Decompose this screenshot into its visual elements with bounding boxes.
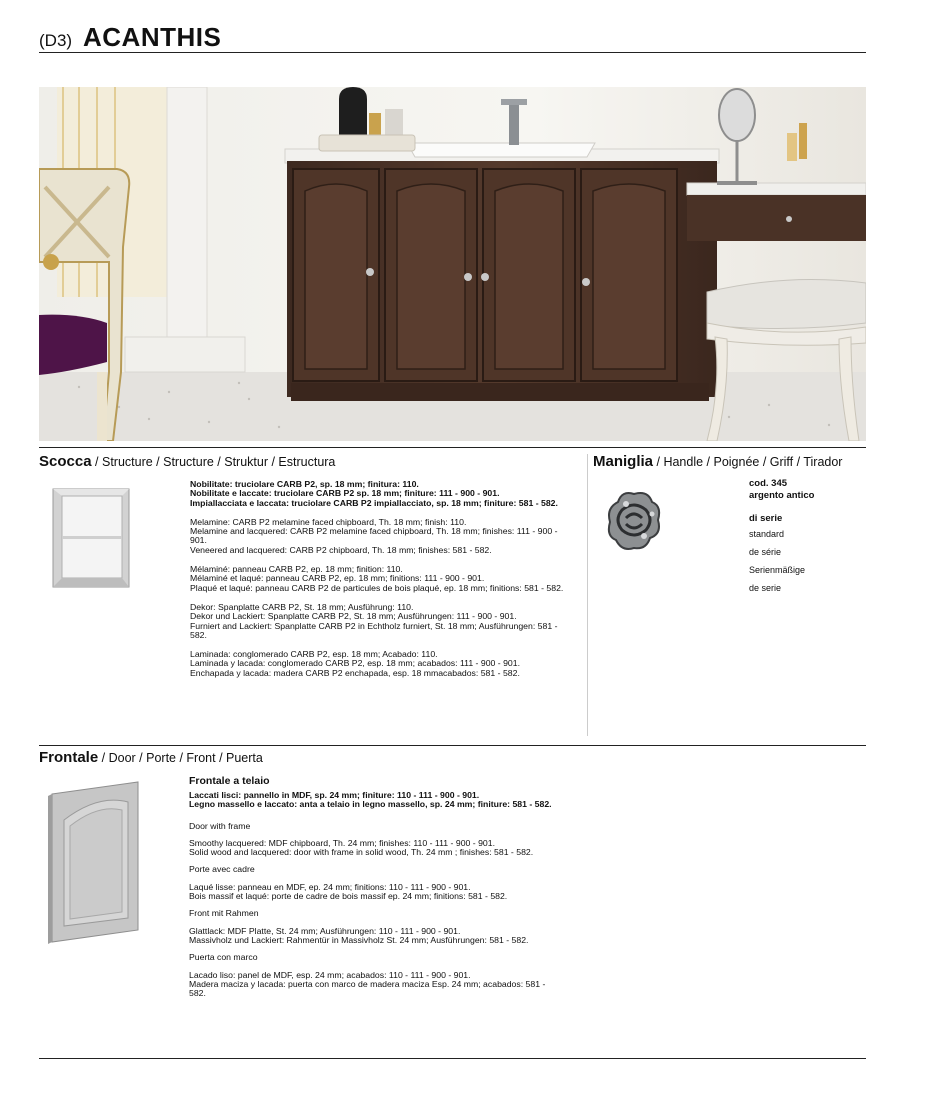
door-fr-line: Laqué lisse: panneau en MDF, ep. 24 mm; finitions: 110 - 111 - 900 - 901. — [189, 881, 471, 892]
handle-finish: argento antico — [749, 490, 815, 501]
handle-series-es: de serie — [749, 583, 782, 593]
door-it-line: Legno massello e laccato: anta a telaio in legno massello, sp. 24 mm; finiture: 581 - 582. — [189, 799, 552, 810]
page-header — [39, 22, 866, 53]
door-de-line: Massivholz und Lackiert: Rahmentür in Massivholz St. 24 mm; Ausführungen: 581 - 582. — [189, 934, 529, 945]
structure-text — [190, 480, 564, 678]
door-de-block — [189, 927, 561, 946]
structure-es-line: Enchapada y lacada: madera CARB P2 enchapada, esp. 18 mmacabados: 581 - 582. — [190, 667, 520, 678]
structure-heading — [39, 453, 335, 470]
structure-subtitle: / Structure / Structure / Struktur / Estructura — [95, 455, 336, 469]
section-divider — [39, 745, 866, 746]
door-subtitle: / Door / Porte / Front / Puerta — [101, 751, 263, 765]
handle-code: cod. 345 — [749, 478, 788, 489]
door-title: Frontale — [39, 749, 99, 766]
structure-de-line: Furniert and Lackiert: Spanplatte CARB P2 in Echtholz furniert, St. 18 mm; Ausführungen: 581 - 582. — [190, 620, 558, 640]
bathroom-vanity-illustration — [39, 87, 866, 441]
structure-it-line: Nobilitate: truciolare CARB P2, sp. 18 mm; finitura: 110. — [190, 479, 419, 489]
door-fr-line: Bois massif et laqué: porte de cadre de bois massif ep. 24 mm; finitions: 581 - 582. — [189, 891, 508, 902]
handle-series-de: Serienmäßige — [749, 565, 806, 575]
structure-de-line: Dekor: Spanplatte CARB P2, St. 18 mm; Ausführung: 110. — [190, 601, 414, 612]
door-it-line: Laccati lisci: pannello in MDF, sp. 24 mm; finiture: 110 - 111 - 900 - 901. — [189, 790, 480, 800]
structure-it-line: Impiallacciata e laccata: truciolare CARB P2 impiallacciato, sp. 18 mm; finiture: 581 - 582. — [190, 497, 558, 508]
structure-es-line: Laminada: conglomerado CARB P2, esp. 18 mm; Acabado: 110. — [190, 649, 438, 660]
handle-subtitle: / Handle / Poignée / Griff / Tirador — [656, 455, 843, 469]
door-en-title: Door with frame — [189, 820, 251, 831]
structure-en-line: Melamine and lacquered: CARB P2 melamine faced chipboard, Th. 18 mm; finishes: 111 - 900 - 901. — [190, 526, 558, 546]
door-de-title: Front mit Rahmen — [189, 908, 259, 919]
handle-knob-image — [604, 488, 664, 554]
door-de-line: Glattlack: MDF Platte, St. 24 mm; Ausführungen: 110 - 111 - 900 - 901. — [189, 925, 461, 936]
structure-fr-line: Plaqué et laqué: panneau CARB P2 de particules de bois plaqué, ep. 18 mm; finitions: 581 - 582. — [190, 582, 564, 593]
structure-fr-line: Mélaminé et laqué: panneau CARB P2, ep. 18 mm; finitions: 111 - 900 - 901. — [190, 573, 485, 584]
door-heading — [39, 749, 263, 766]
structure-es-line: Laminada y lacada: conglomerado CARB P2, esp. 18 mm; acabados: 111 - 900 - 901. — [190, 658, 520, 669]
door-en-block — [189, 839, 561, 858]
door-fr-title: Porte avec cadre — [189, 864, 255, 875]
handle-info — [749, 478, 814, 597]
structure-it-block — [190, 480, 564, 508]
handle-series-en: standard — [749, 529, 785, 539]
door-text — [189, 775, 561, 998]
structure-de-block — [190, 603, 564, 640]
door-it-title: Frontale a telaio — [189, 775, 270, 787]
structure-title: Scocca — [39, 453, 92, 470]
structure-en-line: Melamine: CARB P2 melamine faced chipboard, Th. 18 mm; finish: 110. — [190, 516, 467, 527]
model-code: (D3) — [39, 31, 73, 50]
door-es-block — [189, 971, 561, 999]
structure-fr-line: Mélaminé: panneau CARB P2, ep. 18 mm; finition: 110. — [190, 564, 403, 575]
handle-series-it: di serie — [749, 513, 783, 524]
structure-it-line: Nobilitate e laccate: truciolare CARB P2 sp. 18 mm; finiture: 111 - 900 - 901. — [190, 488, 500, 499]
column-divider — [587, 454, 588, 736]
structure-en-line: Veneered and lacquered: CARB P2 chipboard, Th. 18 mm; finishes: 581 - 582. — [190, 544, 492, 555]
door-fr-block — [189, 883, 561, 902]
door-front-image — [48, 780, 140, 944]
structure-de-line: Dekor und Lackiert: Spanplatte CARB P2, St. 18 mm; Ausführungen: 111 - 900 - 901. — [190, 611, 517, 622]
handle-title: Maniglia — [593, 453, 654, 470]
product-photo — [39, 87, 866, 441]
section-divider — [39, 447, 866, 448]
structure-fr-block — [190, 565, 564, 593]
structure-en-block — [190, 518, 564, 555]
door-es-title: Puerta con marco — [189, 952, 258, 963]
door-it-block — [189, 791, 561, 810]
door-es-line: Madera maciza y lacada: puerta con marco de madera maciza Esp. 24 mm; acabados: 581 - 582. — [189, 978, 546, 999]
door-en-line: Solid wood and lacquered: door with frame in solid wood, Th. 24 mm ; finishes: 581 - 582. — [189, 847, 534, 858]
cabinet-carcass-image — [52, 488, 132, 590]
structure-es-block — [190, 650, 564, 678]
footer-divider — [39, 1058, 866, 1059]
door-es-line: Lacado liso: panel de MDF, esp. 24 mm; acabados: 110 - 111 - 900 - 901. — [189, 969, 471, 980]
handle-series-fr: de série — [749, 547, 782, 557]
page-title: ACANTHIS — [83, 22, 222, 52]
door-en-line: Smoothy lacquered: MDF chipboard, Th. 24 mm; finishes: 110 - 111 - 900 - 901. — [189, 837, 495, 848]
handle-heading — [593, 453, 842, 470]
